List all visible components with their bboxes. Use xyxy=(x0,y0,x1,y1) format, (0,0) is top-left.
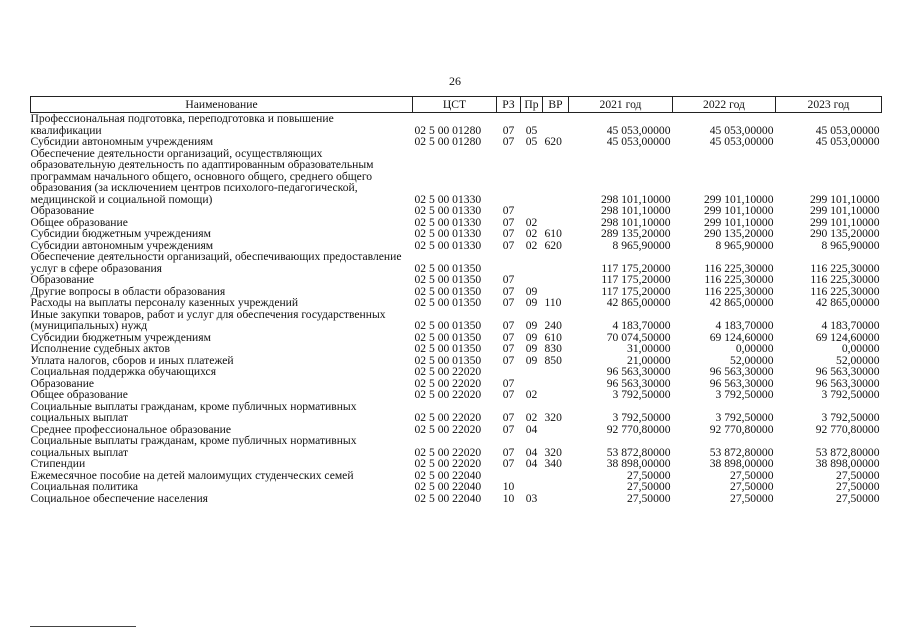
cell-vr: 610 xyxy=(544,227,562,240)
cell-2023: 42 865,00000 xyxy=(815,296,880,309)
cell-cst: 02 5 00 01330 xyxy=(414,227,482,240)
cell-name: Расходы на выплаты персоналу казенных учреждений xyxy=(30,296,299,309)
cell-2023: 92 770,80000 xyxy=(815,422,880,436)
cell-cst: 02 5 00 01350 xyxy=(414,273,482,286)
cell-2021: 27,50000 xyxy=(627,468,671,482)
cell-2021: 27,50000 xyxy=(627,491,671,505)
cell-cst: 02 5 00 01350 xyxy=(414,330,482,344)
cell-cst: 02 5 00 01330 xyxy=(414,192,482,206)
cell-pr xyxy=(521,481,543,493)
cell-name: Среднее профессиональное образование xyxy=(30,422,232,436)
cell-vr: 240 xyxy=(544,319,562,332)
cell-vr: 610 xyxy=(544,330,562,344)
cell-2022: 116 225,30000 xyxy=(704,273,774,286)
cell-2021: 31,00000 xyxy=(627,342,671,355)
cell-2022: 3 792,50000 xyxy=(715,388,774,401)
cell-rz: 07 xyxy=(502,238,515,252)
cell-rz: 07 xyxy=(502,273,515,286)
cell-2021: 45 053,00000 xyxy=(606,135,671,148)
cell-pr: 05 xyxy=(525,135,538,148)
cell-2023: 96 563,30000 xyxy=(815,365,880,378)
cell-name: Социальное обеспечение населения xyxy=(30,491,209,505)
cell-vr xyxy=(543,378,569,390)
cell-2022: 96 563,30000 xyxy=(709,376,774,390)
cell-cst: 02 5 00 22020 xyxy=(414,365,482,378)
cell-rz: 07 xyxy=(502,215,515,229)
cell-cst: 02 5 00 01330 xyxy=(414,204,482,217)
header-2023: 2023 год xyxy=(776,97,882,113)
cell-name: Субсидии автономным учреждениям xyxy=(30,135,214,148)
cell-name: Социальные выплаты гражданам, кроме публичных нормативных социальных выплат xyxy=(30,399,357,424)
cell-rz: 07 xyxy=(502,376,515,390)
cell-rz: 07 xyxy=(502,388,515,401)
table-body xyxy=(31,113,882,505)
cell-2023: 299 101,10000 xyxy=(809,204,880,217)
cell-name: Уплата налогов, сборов и иных платежей xyxy=(30,353,234,367)
table-row xyxy=(31,481,882,493)
cell-2023: 116 225,30000 xyxy=(810,284,880,298)
cell-vr xyxy=(543,493,569,505)
cell-rz: 07 xyxy=(502,411,515,424)
cell-2021: 45 053,00000 xyxy=(606,123,671,137)
cell-vr: 320 xyxy=(544,445,562,459)
cell-2022: 27,50000 xyxy=(730,480,774,493)
cell-2021: 8 965,90000 xyxy=(612,238,671,252)
table-row xyxy=(31,493,882,505)
cell-2022: 45 053,00000 xyxy=(709,135,774,148)
cell-name: Профессиональная подготовка, переподготовка и повышение квалификации xyxy=(30,112,334,137)
cell-2021: 298 101,10000 xyxy=(600,192,671,206)
cell-2021: 3 792,50000 xyxy=(612,411,671,424)
cell-2022: 116 225,30000 xyxy=(704,284,774,298)
table-row xyxy=(31,343,882,355)
cell-2023: 45 053,00000 xyxy=(815,135,880,148)
cell-rz: 07 xyxy=(502,227,515,240)
cell-2021: 27,50000 xyxy=(627,480,671,493)
cell-name: Общее образование xyxy=(30,215,128,229)
footer-divider xyxy=(30,626,136,627)
cell-2023: 290 135,20000 xyxy=(809,227,880,240)
cell-2021: 298 101,10000 xyxy=(600,204,671,217)
cell-2021: 21,00000 xyxy=(627,353,671,367)
cell-2023: 53 872,80000 xyxy=(815,445,880,459)
cell-name: Общее образование xyxy=(30,388,128,401)
cell-cst: 02 5 00 22020 xyxy=(414,376,482,390)
table-row xyxy=(31,148,882,206)
cell-2022: 38 898,00000 xyxy=(709,457,774,470)
cell-vr xyxy=(543,113,569,137)
table-row xyxy=(31,389,882,401)
table-row xyxy=(31,401,882,424)
cell-name: Образование xyxy=(30,204,95,217)
cell-vr: 340 xyxy=(544,457,562,470)
cell-rz: 07 xyxy=(502,330,515,344)
cell-cst: 02 5 00 22020 xyxy=(414,457,482,470)
table-row xyxy=(31,309,882,332)
cell-2022: 4 183,70000 xyxy=(715,319,774,332)
cell-2021: 96 563,30000 xyxy=(606,365,671,378)
cell-2021: 92 770,80000 xyxy=(606,422,671,436)
cell-2023: 0,00000 xyxy=(841,342,880,355)
cell-rz: 07 xyxy=(502,123,515,137)
cell-vr xyxy=(543,470,569,482)
cell-pr: 02 xyxy=(525,238,538,252)
cell-rz xyxy=(497,251,521,274)
cell-2022: 45 053,00000 xyxy=(709,123,774,137)
cell-pr xyxy=(521,148,543,206)
cell-pr xyxy=(521,251,543,274)
cell-2023: 27,50000 xyxy=(836,468,880,482)
cell-2023: 116 225,30000 xyxy=(810,261,880,275)
cell-pr xyxy=(521,274,543,286)
cell-2022: 0,00000 xyxy=(735,342,774,355)
cell-2022: 299 101,10000 xyxy=(703,215,774,229)
header-rz: РЗ xyxy=(497,97,521,113)
header-vr: ВР xyxy=(543,97,569,113)
cell-name: Социальная поддержка обучающихся xyxy=(30,365,217,378)
page-number: 26 xyxy=(449,74,461,88)
cell-2023: 299 101,10000 xyxy=(809,192,880,206)
table-header xyxy=(31,97,882,113)
cell-cst: 02 5 00 01330 xyxy=(414,238,482,252)
cell-vr: 320 xyxy=(544,411,562,424)
cell-rz: 07 xyxy=(502,204,515,217)
table-row xyxy=(31,228,882,240)
cell-rz: 07 xyxy=(502,135,515,148)
cell-2021: 298 101,10000 xyxy=(600,215,671,229)
cell-rz: 07 xyxy=(502,457,515,470)
cell-vr xyxy=(543,389,569,401)
cell-2023: 299 101,10000 xyxy=(809,215,880,229)
cell-name: Образование xyxy=(30,376,95,390)
cell-2022: 3 792,50000 xyxy=(715,411,774,424)
cell-2022: 299 101,10000 xyxy=(703,192,774,206)
cell-2022: 299 101,10000 xyxy=(703,204,774,217)
cell-2021: 70 074,50000 xyxy=(606,330,671,344)
cell-2023: 8 965,90000 xyxy=(821,238,880,252)
cell-vr: 620 xyxy=(544,238,562,252)
cell-2021: 4 183,70000 xyxy=(612,319,671,332)
cell-cst: 02 5 00 22040 xyxy=(414,480,482,493)
cell-rz: 07 xyxy=(502,319,515,332)
header-name: Наименование xyxy=(31,97,413,113)
cell-rz: 07 xyxy=(502,353,515,367)
cell-2022: 27,50000 xyxy=(730,468,774,482)
cell-vr xyxy=(543,205,569,217)
cell-cst: 02 5 00 22020 xyxy=(414,422,482,436)
cell-cst: 02 5 00 22020 xyxy=(414,445,482,459)
cell-cst: 02 5 00 22020 xyxy=(414,411,482,424)
cell-cst: 02 5 00 01350 xyxy=(414,261,482,275)
cell-2023: 27,50000 xyxy=(836,480,880,493)
cell-2021: 117 175,20000 xyxy=(601,261,671,275)
cell-rz: 10 xyxy=(502,491,515,505)
cell-2021: 53 872,80000 xyxy=(606,445,671,459)
cell-name: Стипендии xyxy=(30,457,86,470)
cell-2021: 42 865,00000 xyxy=(606,296,671,309)
cell-pr: 04 xyxy=(525,445,538,459)
cell-name: Другие вопросы в области образования xyxy=(30,284,226,298)
cell-pr xyxy=(521,366,543,378)
cell-2022: 52,00000 xyxy=(730,353,774,367)
cell-vr: 850 xyxy=(544,353,562,367)
cell-2022: 96 563,30000 xyxy=(709,365,774,378)
cell-pr: 09 xyxy=(525,342,538,355)
cell-2023: 3 792,50000 xyxy=(821,411,880,424)
header-2022: 2022 год xyxy=(673,97,776,113)
cell-rz: 07 xyxy=(502,284,515,298)
cell-name: Обеспечение деятельности организаций, обеспечивающих предоставление услуг в сфере образования xyxy=(30,250,402,275)
cell-name: Субсидии автономным учреждениям xyxy=(30,238,214,252)
table-row xyxy=(31,435,882,458)
cell-2022: 116 225,30000 xyxy=(704,261,774,275)
cell-2022: 27,50000 xyxy=(730,491,774,505)
cell-2022: 92 770,80000 xyxy=(709,422,774,436)
cell-2023: 38 898,00000 xyxy=(815,457,880,470)
cell-cst: 02 5 00 22040 xyxy=(414,468,482,482)
cell-cst: 02 5 00 01350 xyxy=(414,284,482,298)
cell-pr: 02 xyxy=(525,411,538,424)
cell-2022: 53 872,80000 xyxy=(709,445,774,459)
cell-name: Образование xyxy=(30,273,95,286)
cell-name: Иные закупки товаров, работ и услуг для обеспечения государственных (муниципальных) нужд xyxy=(30,307,386,332)
cell-vr: 830 xyxy=(544,342,562,355)
cell-cst: 02 5 00 01280 xyxy=(414,135,482,148)
header-cst: ЦСТ xyxy=(413,97,497,113)
cell-name: Обеспечение деятельности организаций, осуществляющих образовательную деятельность по адаптированным образовательным программам начального общего, основного общего, среднего общего образования (за исключением центров психолого-педагогической, медицинской и социальной помощи) xyxy=(30,146,374,206)
cell-2022: 290 135,20000 xyxy=(703,227,774,240)
cell-2023: 3 792,50000 xyxy=(821,388,880,401)
cell-pr: 09 xyxy=(525,284,538,298)
cell-pr: 09 xyxy=(525,330,538,344)
table-row xyxy=(31,251,882,274)
cell-pr: 09 xyxy=(525,353,538,367)
header-pr: Пр xyxy=(521,97,543,113)
header-2021: 2021 год xyxy=(569,97,673,113)
cell-pr: 04 xyxy=(525,422,538,436)
cell-vr xyxy=(543,366,569,378)
cell-2021: 38 898,00000 xyxy=(606,457,671,470)
cell-pr: 02 xyxy=(525,388,538,401)
cell-2022: 8 965,90000 xyxy=(715,238,774,252)
cell-2023: 45 053,00000 xyxy=(815,123,880,137)
cell-2021: 117 175,20000 xyxy=(601,284,671,298)
cell-2023: 69 124,60000 xyxy=(815,330,880,344)
cell-2021: 96 563,30000 xyxy=(606,376,671,390)
cell-name: Исполнение судебных актов xyxy=(30,342,170,355)
cell-2021: 289 135,20000 xyxy=(600,227,671,240)
cell-pr: 03 xyxy=(525,491,538,505)
cell-2022: 42 865,00000 xyxy=(709,296,774,309)
cell-pr: 02 xyxy=(525,215,538,229)
cell-cst: 02 5 00 01350 xyxy=(414,296,482,309)
table-row xyxy=(31,274,882,286)
cell-cst: 02 5 00 01350 xyxy=(414,342,482,355)
cell-vr: 620 xyxy=(544,135,562,148)
cell-rz: 07 xyxy=(502,422,515,436)
cell-vr xyxy=(543,251,569,274)
cell-rz: 07 xyxy=(502,445,515,459)
cell-pr: 09 xyxy=(525,319,538,332)
cell-pr: 02 xyxy=(525,227,538,240)
cell-2021: 3 792,50000 xyxy=(612,388,671,401)
cell-pr: 05 xyxy=(525,123,538,137)
cell-vr: 110 xyxy=(544,296,562,309)
cell-rz xyxy=(497,366,521,378)
cell-cst: 02 5 00 01350 xyxy=(414,353,482,367)
cell-name: Субсидии бюджетным учреждениям xyxy=(30,227,211,240)
cell-name: Ежемесячное пособие на детей малоимущих студенческих семей xyxy=(30,468,354,482)
cell-pr xyxy=(521,470,543,482)
cell-2023: 27,50000 xyxy=(836,491,880,505)
cell-cst: 02 5 00 01280 xyxy=(414,123,482,137)
cell-rz: 07 xyxy=(502,342,515,355)
cell-cst: 02 5 00 22040 xyxy=(414,491,482,505)
cell-vr xyxy=(543,481,569,493)
header-row xyxy=(31,97,882,113)
cell-2023: 96 563,30000 xyxy=(815,376,880,390)
cell-2023: 52,00000 xyxy=(836,353,880,367)
table-row xyxy=(31,136,882,148)
cell-cst: 02 5 00 01330 xyxy=(414,215,482,229)
cell-cst: 02 5 00 01350 xyxy=(414,319,482,332)
budget-table xyxy=(30,96,882,504)
cell-name: Субсидии бюджетным учреждениям xyxy=(30,330,211,344)
cell-pr: 09 xyxy=(525,296,538,309)
cell-vr xyxy=(543,148,569,206)
cell-2023: 4 183,70000 xyxy=(821,319,880,332)
cell-2023: 116 225,30000 xyxy=(810,273,880,286)
table-row xyxy=(31,366,882,378)
table-row xyxy=(31,113,882,137)
cell-vr xyxy=(543,274,569,286)
cell-pr: 04 xyxy=(525,457,538,470)
cell-rz: 07 xyxy=(502,296,515,309)
cell-pr xyxy=(521,205,543,217)
cell-rz: 10 xyxy=(502,480,515,493)
cell-cst: 02 5 00 22020 xyxy=(414,388,482,401)
cell-2022: 69 124,60000 xyxy=(709,330,774,344)
table-row xyxy=(31,205,882,217)
cell-name: Социальная политика xyxy=(30,480,139,493)
table-row xyxy=(31,297,882,309)
table-row xyxy=(31,458,882,470)
cell-name: Социальные выплаты гражданам, кроме публичных нормативных социальных выплат xyxy=(30,434,357,459)
cell-rz xyxy=(497,148,521,206)
cell-vr xyxy=(543,424,569,436)
cell-2021: 117 175,20000 xyxy=(601,273,671,286)
